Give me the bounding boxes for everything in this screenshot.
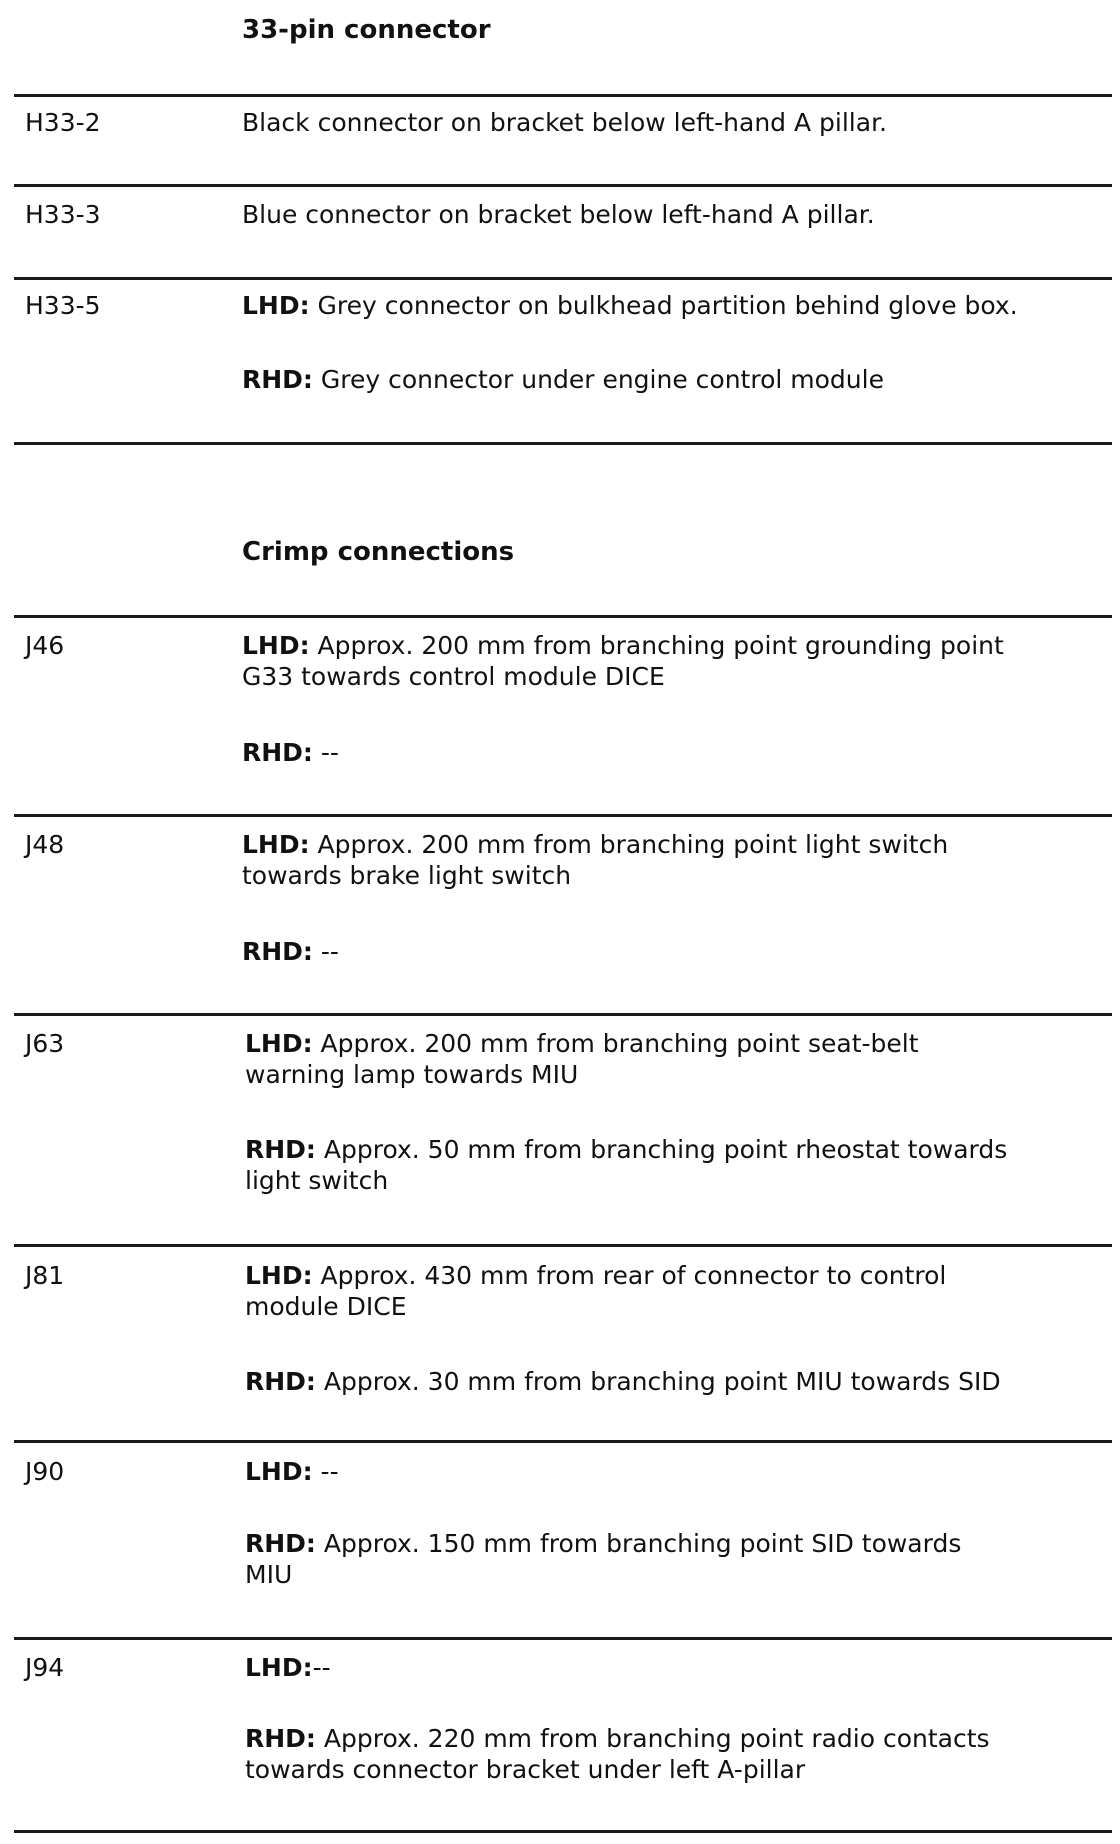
- rhd-description: [242, 737, 1120, 768]
- lhd-description: [242, 290, 1120, 321]
- table-rule: [14, 1013, 1112, 1016]
- lhd-description: [245, 1028, 1120, 1091]
- table-rule: [14, 814, 1112, 817]
- crimp-id: J48: [25, 830, 65, 859]
- rhd-tag: RHD:: [245, 1135, 316, 1164]
- rhd-tag: RHD:: [245, 1724, 316, 1753]
- lhd-text: Approx. 200 mm from branching point grounding point G33 towards control module DICE: [242, 631, 1004, 692]
- connector-id: H33-3: [25, 200, 101, 229]
- table-rule: [14, 442, 1112, 445]
- rhd-tag: RHD:: [242, 365, 313, 394]
- rhd-description: [245, 1723, 1120, 1786]
- rhd-description: [242, 364, 1120, 395]
- lhd-text: Approx. 200 mm from branching point seat-belt warning lamp towards MIU: [245, 1029, 919, 1090]
- table-rule: [14, 615, 1112, 618]
- rhd-text: --: [312, 738, 339, 767]
- lhd-tag: LHD:: [245, 1653, 313, 1682]
- lhd-description: [245, 1456, 1120, 1487]
- rhd-tag: RHD:: [245, 1367, 316, 1396]
- lhd-description: [245, 1260, 1120, 1323]
- rhd-text: --: [312, 937, 339, 966]
- rhd-text: Approx. 50 mm from branching point rheostat towards light switch: [245, 1135, 1008, 1196]
- lhd-tag: LHD:: [242, 291, 310, 320]
- lhd-tag: LHD:: [242, 631, 310, 660]
- connector-id: H33-5: [25, 291, 101, 320]
- crimp-id: J94: [25, 1653, 65, 1682]
- crimp-id: J90: [25, 1457, 65, 1486]
- rhd-description: [242, 936, 1120, 967]
- lhd-text: Grey connector on bulkhead partition behind glove box.: [309, 291, 1018, 320]
- table-rule: [14, 1440, 1112, 1443]
- rhd-text: Approx. 150 mm from branching point SID towards MIU: [245, 1529, 962, 1590]
- lhd-description: [245, 1652, 1120, 1683]
- table-rule: [14, 1244, 1112, 1247]
- connector-description: Blue connector on bracket below left-hand A pillar.: [242, 200, 875, 229]
- crimp-id: J81: [25, 1261, 65, 1290]
- table-rule: [14, 1637, 1112, 1640]
- rhd-text: Approx. 30 mm from branching point MIU towards SID: [315, 1367, 1001, 1396]
- table-rule: [14, 94, 1112, 97]
- rhd-description: [245, 1528, 1120, 1591]
- lhd-text: --: [312, 1653, 331, 1682]
- lhd-description: [242, 829, 1120, 892]
- crimp-id: J63: [25, 1029, 65, 1058]
- rhd-text: Grey connector under engine control module: [312, 365, 884, 394]
- rhd-description: [245, 1366, 1120, 1397]
- rhd-description: [245, 1134, 1120, 1197]
- connector-id: H33-2: [25, 108, 101, 137]
- rhd-tag: RHD:: [242, 738, 313, 767]
- lhd-text: --: [312, 1457, 339, 1486]
- lhd-text: Approx. 200 mm from branching point light switch towards brake light switch: [242, 830, 949, 891]
- lhd-description: [242, 630, 1120, 693]
- lhd-tag: LHD:: [242, 830, 310, 859]
- rhd-tag: RHD:: [245, 1529, 316, 1558]
- section-heading-crimp: Crimp connections: [242, 537, 515, 567]
- table-rule: [14, 184, 1112, 187]
- table-rule: [14, 1830, 1112, 1833]
- crimp-id: J46: [25, 631, 65, 660]
- lhd-text: Approx. 430 mm from rear of connector to control module DICE: [245, 1261, 947, 1322]
- table-rule: [14, 277, 1112, 280]
- lhd-tag: LHD:: [245, 1261, 313, 1290]
- rhd-text: Approx. 220 mm from branching point radio contacts towards connector bracket under left A-pillar: [245, 1724, 990, 1785]
- section-heading-33-pin: 33-pin connector: [242, 15, 491, 45]
- rhd-tag: RHD:: [242, 937, 313, 966]
- lhd-tag: LHD:: [245, 1029, 313, 1058]
- connector-description: Black connector on bracket below left-hand A pillar.: [242, 108, 888, 137]
- lhd-tag: LHD:: [245, 1457, 313, 1486]
